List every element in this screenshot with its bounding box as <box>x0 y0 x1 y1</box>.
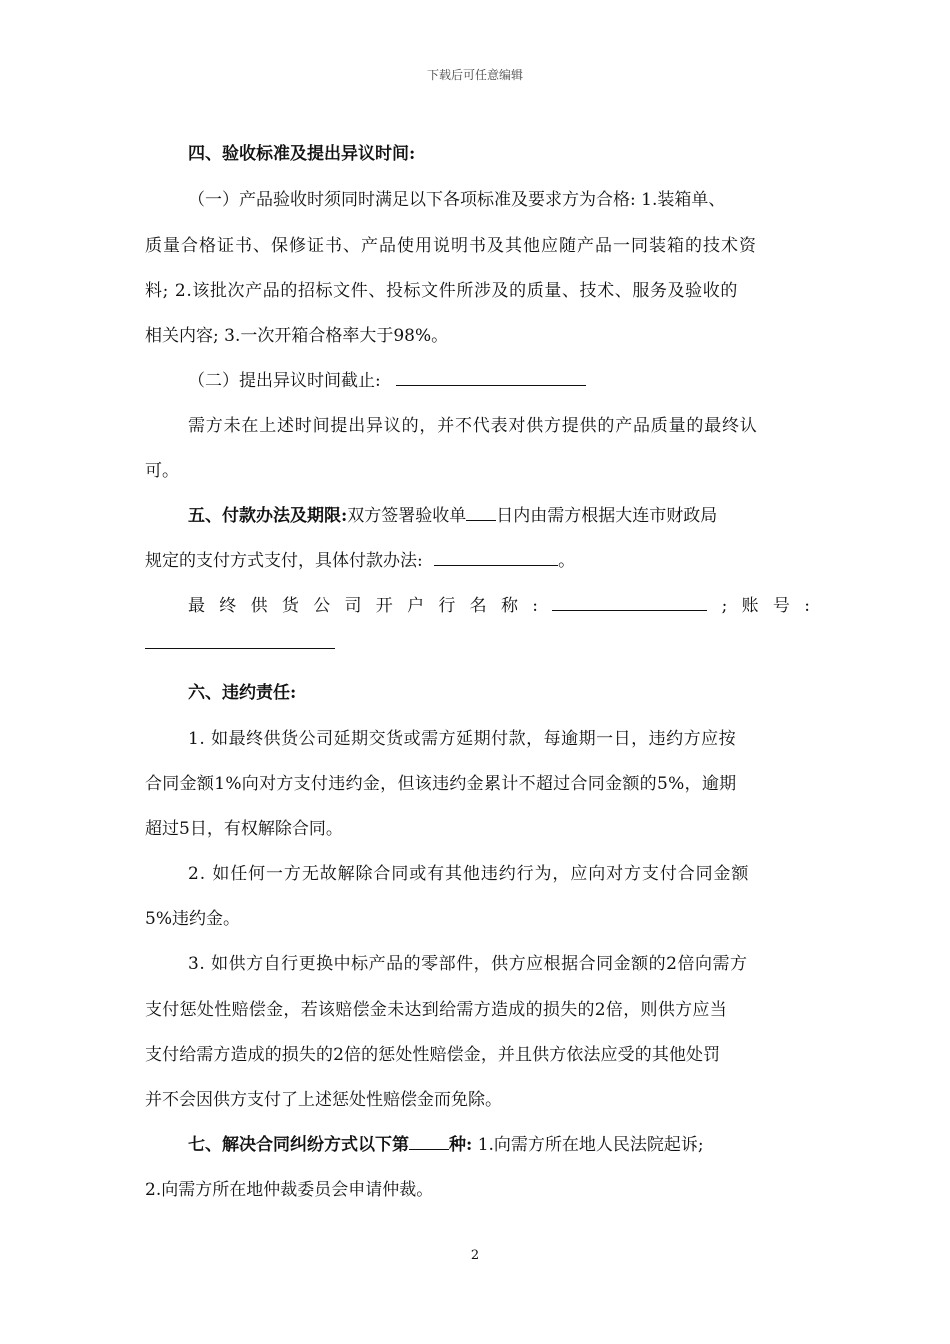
objection-deadline-label: （二）提出异议时间截止: <box>188 371 381 391</box>
s4-p3-line2: 可。 <box>145 461 179 481</box>
s6-i2-line2: 5%违约金。 <box>145 909 240 929</box>
section-7-title-b: 种: <box>449 1135 473 1155</box>
objection-deadline-blank <box>396 369 586 386</box>
bank-label-char: 供 <box>250 596 268 616</box>
bank-label-char: 行 <box>438 596 456 616</box>
s5-line3 <box>188 594 810 618</box>
page-header: 下载后可任意编辑 <box>426 68 523 82</box>
s4-p1-line1: （一）产品验收时须同时满足以下各项标准及要求方为合格: 1.装箱单、 <box>188 190 726 210</box>
s7-option-2: 2.向需方所在地仲裁委员会申请仲裁。 <box>145 1180 434 1200</box>
semicolon: ; <box>721 596 728 616</box>
s6-i3-line3: 支付给需方造成的损失的2倍的惩处性赔偿金，并且供方依法应受的其他处罚 <box>145 1045 721 1065</box>
bank-label-char: 称 <box>500 596 518 616</box>
s6-i3-line1: 3. 如供方自行更换中标产品的零部件，供方应根据合同金额的2倍向需方 <box>188 954 748 974</box>
bank-label-char: 最 <box>188 596 205 616</box>
bank-name-blank <box>552 594 707 611</box>
section-7-title-a: 七、解决合同纠纷方式以下第 <box>188 1135 409 1155</box>
dispute-option-blank <box>409 1133 449 1150</box>
account-label-char: 号 <box>772 596 790 616</box>
s6-i1-line1: 1. 如最终供货公司延期交货或需方延期付款，每逾期一日，违约方应按 <box>188 729 737 749</box>
bank-label-char: 户 <box>407 596 425 616</box>
s7-line1 <box>188 1133 704 1157</box>
section-6-title: 六、违约责任: <box>188 683 297 703</box>
days-blank <box>466 504 496 521</box>
bank-label-char: 公 <box>313 596 331 616</box>
s4-p3-line1: 需方未在上述时间提出异议的，并不代表对供方提供的产品质量的最终认 <box>188 416 758 436</box>
s6-i3-line4: 并不会因供方支付了上述惩处性赔偿金而免除。 <box>145 1090 502 1110</box>
s4-p1-line2: 质量合格证书、保修证书、产品使用说明书及其他应随产品一同装箱的技术资 <box>145 236 757 256</box>
s5-line1-b: 日内由需方根据大连市财政局 <box>496 506 718 526</box>
section-5-title: 五、付款办法及期限: <box>188 506 348 526</box>
page-number: 2 <box>470 1248 480 1263</box>
s5-line2 <box>145 549 575 573</box>
bank-label-char: : <box>532 596 538 616</box>
s6-i3-line2: 支付惩处性赔偿金，若该赔偿金未达到给需方造成的损失的2倍，则供方应当 <box>145 1000 728 1020</box>
bank-label-char: 开 <box>375 596 393 616</box>
s5-line1-a: 双方签署验收单 <box>347 506 467 526</box>
payment-method-blank <box>434 549 558 566</box>
section-4-title: 四、验收标准及提出异议时间: <box>188 144 416 164</box>
s4-p2-line <box>188 369 586 393</box>
account-number-line <box>145 632 335 656</box>
s6-i2-line1: 2. 如任何一方无故解除合同或有其他违约行为，应向对方支付合同金额 <box>188 864 750 884</box>
account-label-char: : <box>804 596 810 616</box>
s4-p1-line3: 料; 2.该批次产品的招标文件、投标文件所涉及的质量、技术、服务及验收的 <box>145 281 738 301</box>
s6-i1-line2: 合同金额1%向对方支付违约金，但该违约金累计不超过合同金额的5%，逾期 <box>145 774 737 794</box>
s7-option-1: 1.向需方所在地人民法院起诉; <box>477 1135 704 1155</box>
s5-line2-a: 规定的支付方式支付，具体付款办法: <box>145 551 423 571</box>
s5-line1 <box>188 504 717 528</box>
bank-label-char: 司 <box>344 596 362 616</box>
bank-label-char: 名 <box>469 596 487 616</box>
s5-line2-b: 。 <box>558 551 576 571</box>
s6-i1-line3: 超过5日，有权解除合同。 <box>145 819 343 839</box>
account-number-blank <box>145 632 335 649</box>
bank-label-char: 货 <box>281 596 299 616</box>
s4-p1-line4: 相关内容; 3.一次开箱合格率大于98%。 <box>145 326 449 346</box>
bank-label-char: 终 <box>219 596 237 616</box>
account-label-char: 账 <box>741 596 759 616</box>
